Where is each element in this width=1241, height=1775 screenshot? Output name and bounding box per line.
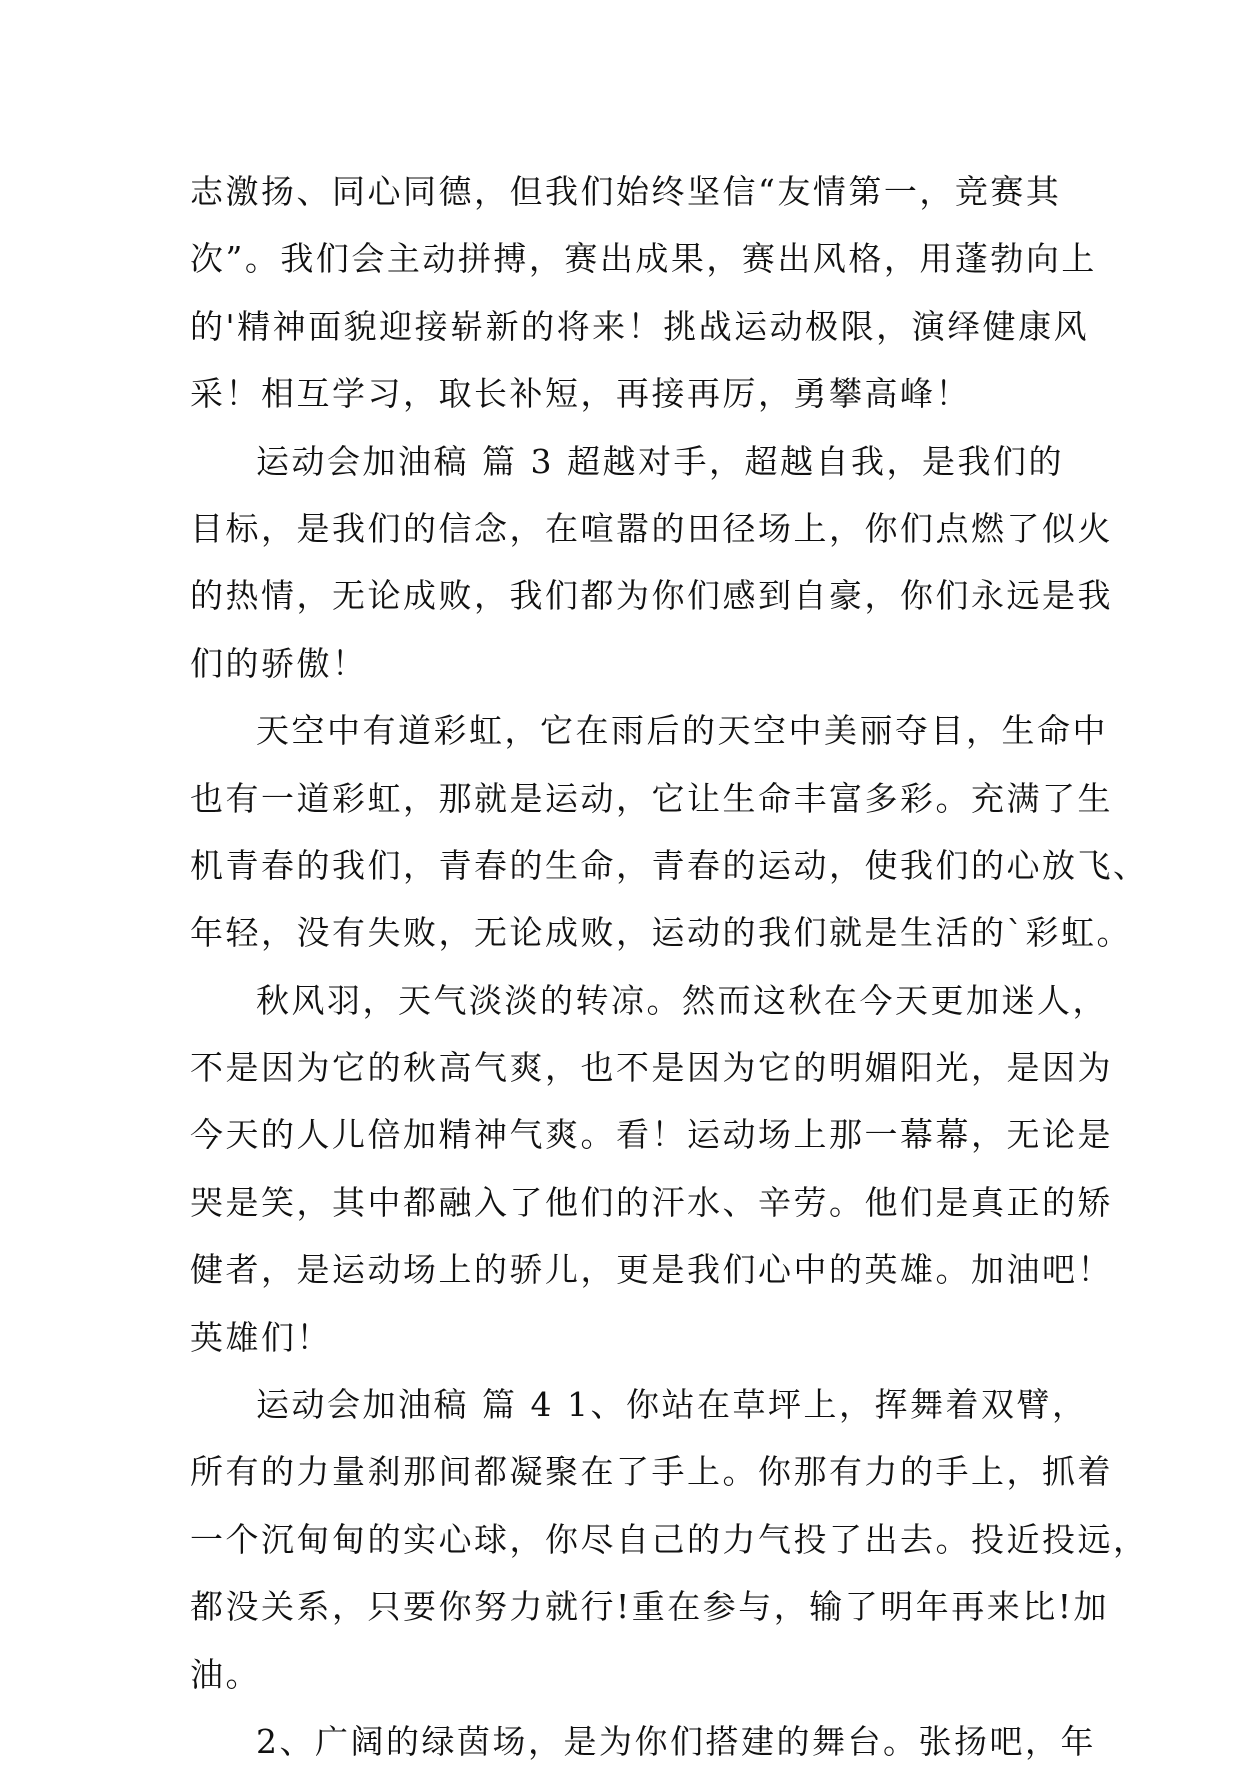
text-line: 今天的人儿倍加精神气爽。看！运动场上那一幕幕，无论是 [190,1115,1113,1155]
text-line: 目标，是我们的信念，在喧嚣的田径场上，你们点燃了似火 [190,508,1113,548]
text-line: 次”。我们会主动拼搏，赛出成果，赛出风格，用蓬勃向上 [190,239,1097,279]
text-line: 英雄们！ [190,1317,332,1357]
text-line: 2、广阔的绿茵场，是为你们搭建的舞台。张扬吧，年 [256,1721,1096,1761]
text-line: 们的骄傲！ [190,643,368,683]
text-line: 运动会加油稿 篇 3 超越对手，超越自我，是我们的 [256,441,1064,481]
text-line: 健者，是运动场上的骄儿，更是我们心中的英雄。加油吧！ [190,1250,1113,1290]
text-line: 采！相互学习，取长补短，再接再厉，勇攀高峰！ [190,374,971,414]
text-line: 的'精神面貌迎接崭新的将来！挑战运动极限，演绎健康风 [190,306,1090,346]
text-line: 油。 [190,1654,261,1694]
text-line: 哭是笑，其中都融入了他们的汗水、辛劳。他们是真正的矫 [190,1182,1113,1222]
text-line: 不是因为它的秋高气爽，也不是因为它的明媚阳光，是因为 [190,1048,1113,1088]
text-line: 运动会加油稿 篇 4 1、你站在草坪上，挥舞着双臂， [256,1385,1088,1425]
text-line: 志激扬、同心同德，但我们始终坚信“友情第一，竞赛其 [190,172,1062,211]
text-line: 年轻，没有失败，无论成败，运动的我们就是生活的`彩虹。 [190,913,1132,953]
text-line: 也有一道彩虹，那就是运动，它让生命丰富多彩。充满了生 [190,778,1113,818]
text-line: 一个沉甸甸的实心球，你尽自己的力气投了出去。投近投远， [190,1519,1149,1559]
document-body [190,158,1149,1775]
text-line: 秋风羽，天气淡淡的转凉。然而这秋在今天更加迷人， [256,980,1108,1020]
text-line: 都没关系，只要你努力就行!重在参与，输了明年再来比!加 [190,1587,1110,1627]
text-line: 天空中有道彩虹，它在雨后的天空中美丽夺目，生命中 [256,711,1108,751]
text-line: 所有的力量刹那间都凝聚在了手上。你那有力的手上，抓着 [190,1452,1113,1492]
text-line: 机青春的我们，青春的生命，青春的运动，使我们的心放飞、 [190,845,1149,885]
text-line: 的热情，无论成败，我们都为你们感到自豪，你们永远是我 [190,576,1113,616]
